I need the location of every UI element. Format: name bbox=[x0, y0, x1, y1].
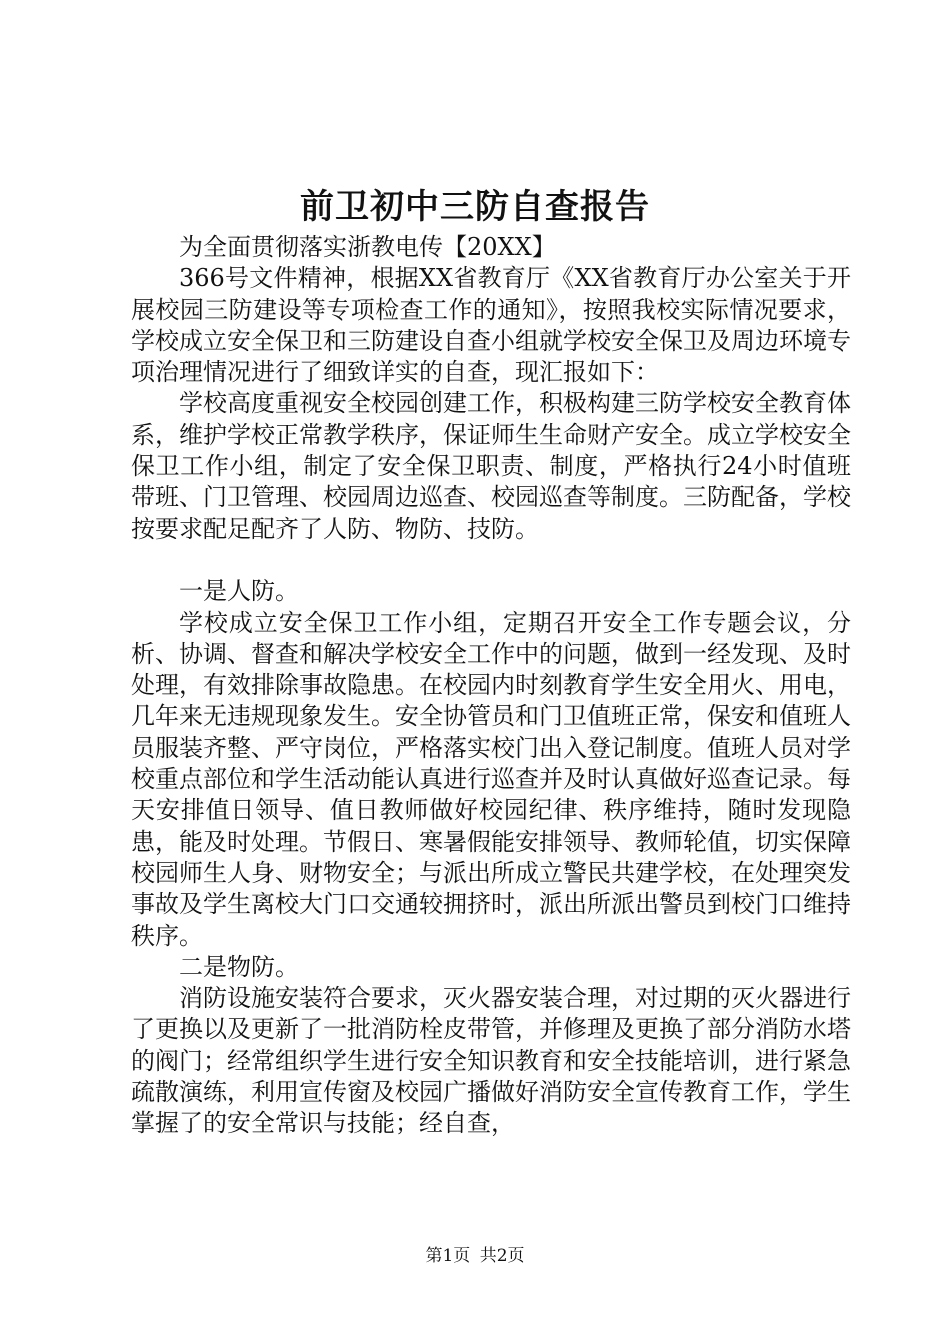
document-title: 前卫初中三防自查报告 bbox=[300, 187, 650, 227]
heading-personnel-defense: 一是人防。 bbox=[179, 577, 299, 606]
paragraph-overview: 366号文件精神，根据XX省教育厅《XX省教育厅办公室关于开展校园三防建设等专项检查工作的通知》，按照我校实际情况要求，学校成立安全保卫和三防建设自查小组就学校安全保卫及周边环境专项治理情况进行了细致详实的自查，现汇报如下： bbox=[131, 264, 851, 387]
page-total: 共2页 bbox=[479, 1246, 525, 1266]
document-body bbox=[131, 232, 851, 1140]
paragraph-intro: 为全面贯彻落实浙教电传【20XX】 bbox=[179, 233, 556, 261]
page-number: 第1页 bbox=[425, 1246, 471, 1266]
paragraph-general: 学校高度重视安全校园创建工作，积极构建三防学校安全教育体系，维护学校正常教学秩序，保证师生生命财产安全。成立学校安全保卫工作小组，制定了安全保卫职责、制度，严格执行24小时值班带班、门卫管理、校园周边巡查、校园巡查等制度。三防配备，学校按要求配足配齐了人防、物防、技防。 bbox=[131, 389, 851, 543]
blank-line bbox=[131, 545, 851, 576]
paragraph-physical-defense: 消防设施安装符合要求，灭火器安装合理，对过期的灭火器进行了更换以及更新了一批消防栓皮带管，并修理及更换了部分消防水塔的阀门；经常组织学生进行安全知识教育和安全技能培训，进行紧急疏散演练，利用宣传窗及校园广播做好消防安全宣传教育工作，学生掌握了的安全常识与技能；经自查， bbox=[131, 984, 851, 1138]
heading-physical-defense: 二是物防。 bbox=[179, 952, 299, 981]
page-footer bbox=[0, 1244, 950, 1268]
paragraph-personnel-defense: 学校成立安全保卫工作小组，定期召开安全工作专题会议，分析、协调、督查和解决学校安全工作中的问题，做到一经发现、及时处理，有效排除事故隐患。在校园内时刻教育学生安全用火、用电，几年来无违规现象发生。安全协管员和门卫值班正常，保安和值班人员服装齐整、严守岗位，严格落实校门出入登记制度。值班人员对学校重点部位和学生活动能认真进行巡查并及时认真做好巡查记录。每天安排值日领导、值日教师做好校园纪律、秩序维持，随时发现隐患，能及时处理。节假日、寒暑假能安排领导、教师轮值，切实保障校园师生人身、财物安全；与派出所成立警民共建学校，在处理突发事故及学生离校大门口交通较拥挤时，派出所派出警员到校门口维持秩序。 bbox=[131, 608, 851, 950]
